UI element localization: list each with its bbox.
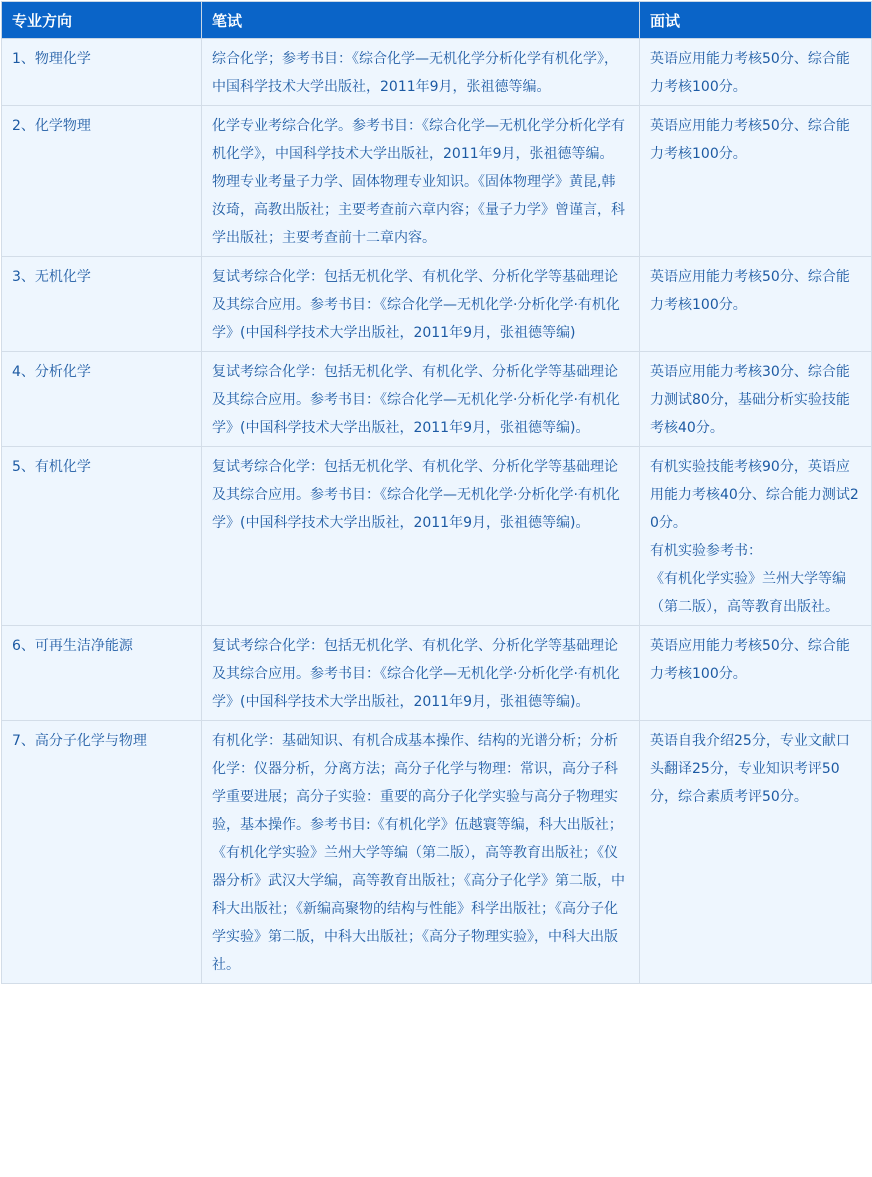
written-text: 综合化学；参考书目：《综合化学—无机化学分析化学有机化学》，中国科学技术大学出版社，2011年9月，张祖德等编。	[212, 51, 618, 95]
header-interview: 面试	[640, 2, 872, 39]
written-text: 复试考综合化学：包括无机化学、有机化学、分析化学等基础理论及其综合应用。参考书目：《综合化学—无机化学·分析化学·有机化学》(中国科学技术大学出版社，2011年9月，张祖德等编)。	[212, 638, 620, 710]
written-cell	[202, 721, 640, 984]
written-text: 有机化学：基础知识、有机合成基本操作、结构的光谱分析；分析化学：仪器分析，分离方法；高分子化学与物理：常识，高分子科学重要进展；高分子实验：重要的高分子化学实验与高分子物理实验，基本操作。参考书目:《有机化学》伍越寰等编，科大出版社；《有机化学实验》兰州大学等编（第二版），高等教育出版社；《仪器分析》武汉大学编，高等教育出版社；《高分子化学》第二版，中科大出版社；《新编高聚物的结构与性能》科学出版社；《高分子化学实验》第二版，中科大出版社；《高分子物理实验》，中科大出版社。	[212, 733, 625, 973]
major-name: 1、物理化学	[12, 51, 91, 67]
major-cell	[2, 447, 202, 626]
interview-text: 英语应用能力考核50分、综合能力考核100分。	[650, 51, 850, 95]
table-row	[2, 39, 872, 106]
major-cell	[2, 106, 202, 257]
interview-text: 有机实验参考书：	[650, 543, 762, 559]
written-cell	[202, 39, 640, 106]
written-text: 复试考综合化学：包括无机化学、有机化学、分析化学等基础理论及其综合应用。参考书目：《综合化学—无机化学·分析化学·有机化学》(中国科学技术大学出版社，2011年9月，张祖德等编)。	[212, 364, 620, 436]
table-row	[2, 257, 872, 352]
major-cell	[2, 721, 202, 984]
interview-text: 有机实验技能考核90分，英语应用能力考核40分、综合能力测试20分。	[650, 459, 859, 531]
written-text: 复试考综合化学：包括无机化学、有机化学、分析化学等基础理论及其综合应用。参考书目：《综合化学—无机化学·分析化学·有机化学》(中国科学技术大学出版社，2011年9月，张祖德等编)	[212, 269, 620, 341]
major-name: 2、化学物理	[12, 118, 91, 134]
major-cell	[2, 352, 202, 447]
written-cell	[202, 106, 640, 257]
written-text: 物理专业考量子力学、固体物理专业知识。《固体物理学》黄昆,韩汝琦，高教出版社；主要考查前六章内容；《量子力学》曾谨言，科学出版社；主要考查前十二章内容。	[212, 174, 625, 246]
interview-cell	[640, 447, 872, 626]
table-row	[2, 352, 872, 447]
major-name: 5、有机化学	[12, 459, 91, 475]
interview-cell	[640, 721, 872, 984]
table-row	[2, 106, 872, 257]
interview-text: 《有机化学实验》兰州大学等编（第二版），高等教育出版社。	[650, 571, 846, 615]
interview-text: 英语应用能力考核30分、综合能力测试80分，基础分析实验技能考核40分。	[650, 364, 850, 436]
major-cell	[2, 39, 202, 106]
major-name: 7、高分子化学与物理	[12, 733, 147, 749]
interview-text: 英语应用能力考核50分、综合能力考核100分。	[650, 118, 850, 162]
interview-cell	[640, 39, 872, 106]
major-name: 3、无机化学	[12, 269, 91, 285]
exam-table	[1, 1, 872, 984]
major-cell	[2, 257, 202, 352]
written-cell	[202, 626, 640, 721]
written-text: 化学专业考综合化学。参考书目：《综合化学—无机化学分析化学有机化学》，中国科学技术大学出版社，2011年9月，张祖德等编。	[212, 118, 625, 162]
interview-cell	[640, 352, 872, 447]
written-cell	[202, 352, 640, 447]
written-cell	[202, 257, 640, 352]
interview-cell	[640, 257, 872, 352]
header-written: 笔试	[202, 2, 640, 39]
interview-text: 英语应用能力考核50分、综合能力考核100分。	[650, 638, 850, 682]
header-row	[2, 2, 872, 39]
written-text: 复试考综合化学：包括无机化学、有机化学、分析化学等基础理论及其综合应用。参考书目：《综合化学—无机化学·分析化学·有机化学》(中国科学技术大学出版社，2011年9月，张祖德等编)。	[212, 459, 620, 531]
major-name: 6、可再生洁净能源	[12, 638, 133, 654]
table-row	[2, 447, 872, 626]
major-name: 4、分析化学	[12, 364, 91, 380]
major-cell	[2, 626, 202, 721]
table-row	[2, 626, 872, 721]
header-major: 专业方向	[2, 2, 202, 39]
written-cell	[202, 447, 640, 626]
interview-text: 英语应用能力考核50分、综合能力考核100分。	[650, 269, 850, 313]
interview-cell	[640, 626, 872, 721]
interview-cell	[640, 106, 872, 257]
interview-text: 英语自我介绍25分，专业文献口头翻译25分，专业知识考评50分，综合素质考评50分。	[650, 733, 850, 805]
table-row	[2, 721, 872, 984]
